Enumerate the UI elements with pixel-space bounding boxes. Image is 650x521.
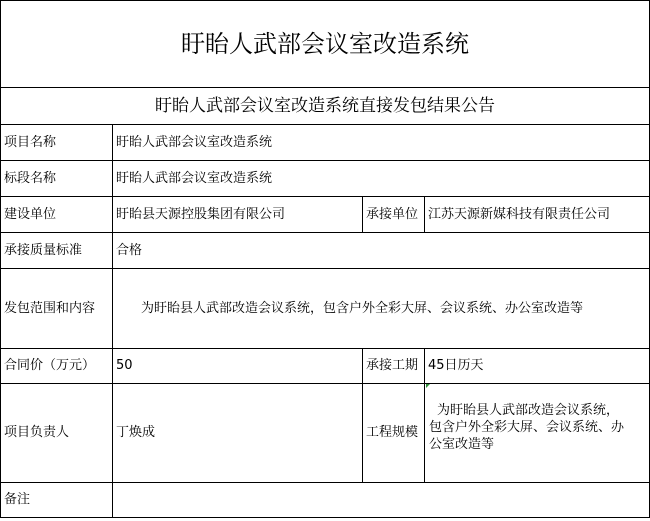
manager-label: 项目负责人 — [4, 425, 70, 440]
scale-value-line-1: 为盱眙县人武部改造会议系统， — [437, 403, 620, 418]
price-label: 合同价（万元） — [4, 358, 96, 373]
period-label: 承接工期 — [366, 358, 419, 373]
builder-label: 建设单位 — [4, 206, 57, 222]
contractor-value: 江苏天源新媒科技有限责任公司 — [428, 206, 611, 222]
scale-value-line-3: 公室改造等 — [429, 437, 495, 452]
scope-label: 发包范围和内容 — [4, 300, 96, 316]
remarks-label: 备注 — [4, 492, 31, 507]
builder-value: 盱眙县天源控股集团有限公司 — [116, 206, 286, 222]
price-value: 50 — [116, 358, 133, 373]
quality-label: 承接质量标准 — [4, 242, 83, 258]
remarks-value — [113, 483, 649, 517]
contractor-label: 承接单位 — [366, 206, 419, 222]
scale-value-line-2: 包含户外全彩大屏、会议系统、办 — [429, 420, 625, 435]
rule-bottom — [0, 517, 650, 518]
period-value: 45日历天 — [428, 358, 484, 373]
scale-label: 工程规模 — [366, 425, 419, 440]
project-name-value: 盱眙人武部会议室改造系统 — [116, 134, 273, 150]
section-name-label: 标段名称 — [4, 170, 57, 186]
page-title: 盱眙人武部会议室改造系统 — [181, 30, 469, 58]
cell-comment-marker — [426, 384, 430, 388]
scale-value — [425, 384, 649, 482]
announcement-subtitle: 盱眙人武部会议室改造系统直接发包结果公告 — [155, 96, 495, 116]
section-name-value: 盱眙人武部会议室改造系统 — [116, 170, 273, 186]
manager-value: 丁焕成 — [116, 425, 156, 440]
scope-value: 为盱眙县人武部改造会议系统，包含户外全彩大屏、会议系统、办公室改造等 — [141, 300, 584, 316]
project-name-label: 项目名称 — [4, 134, 57, 150]
quality-value: 合格 — [116, 242, 143, 258]
